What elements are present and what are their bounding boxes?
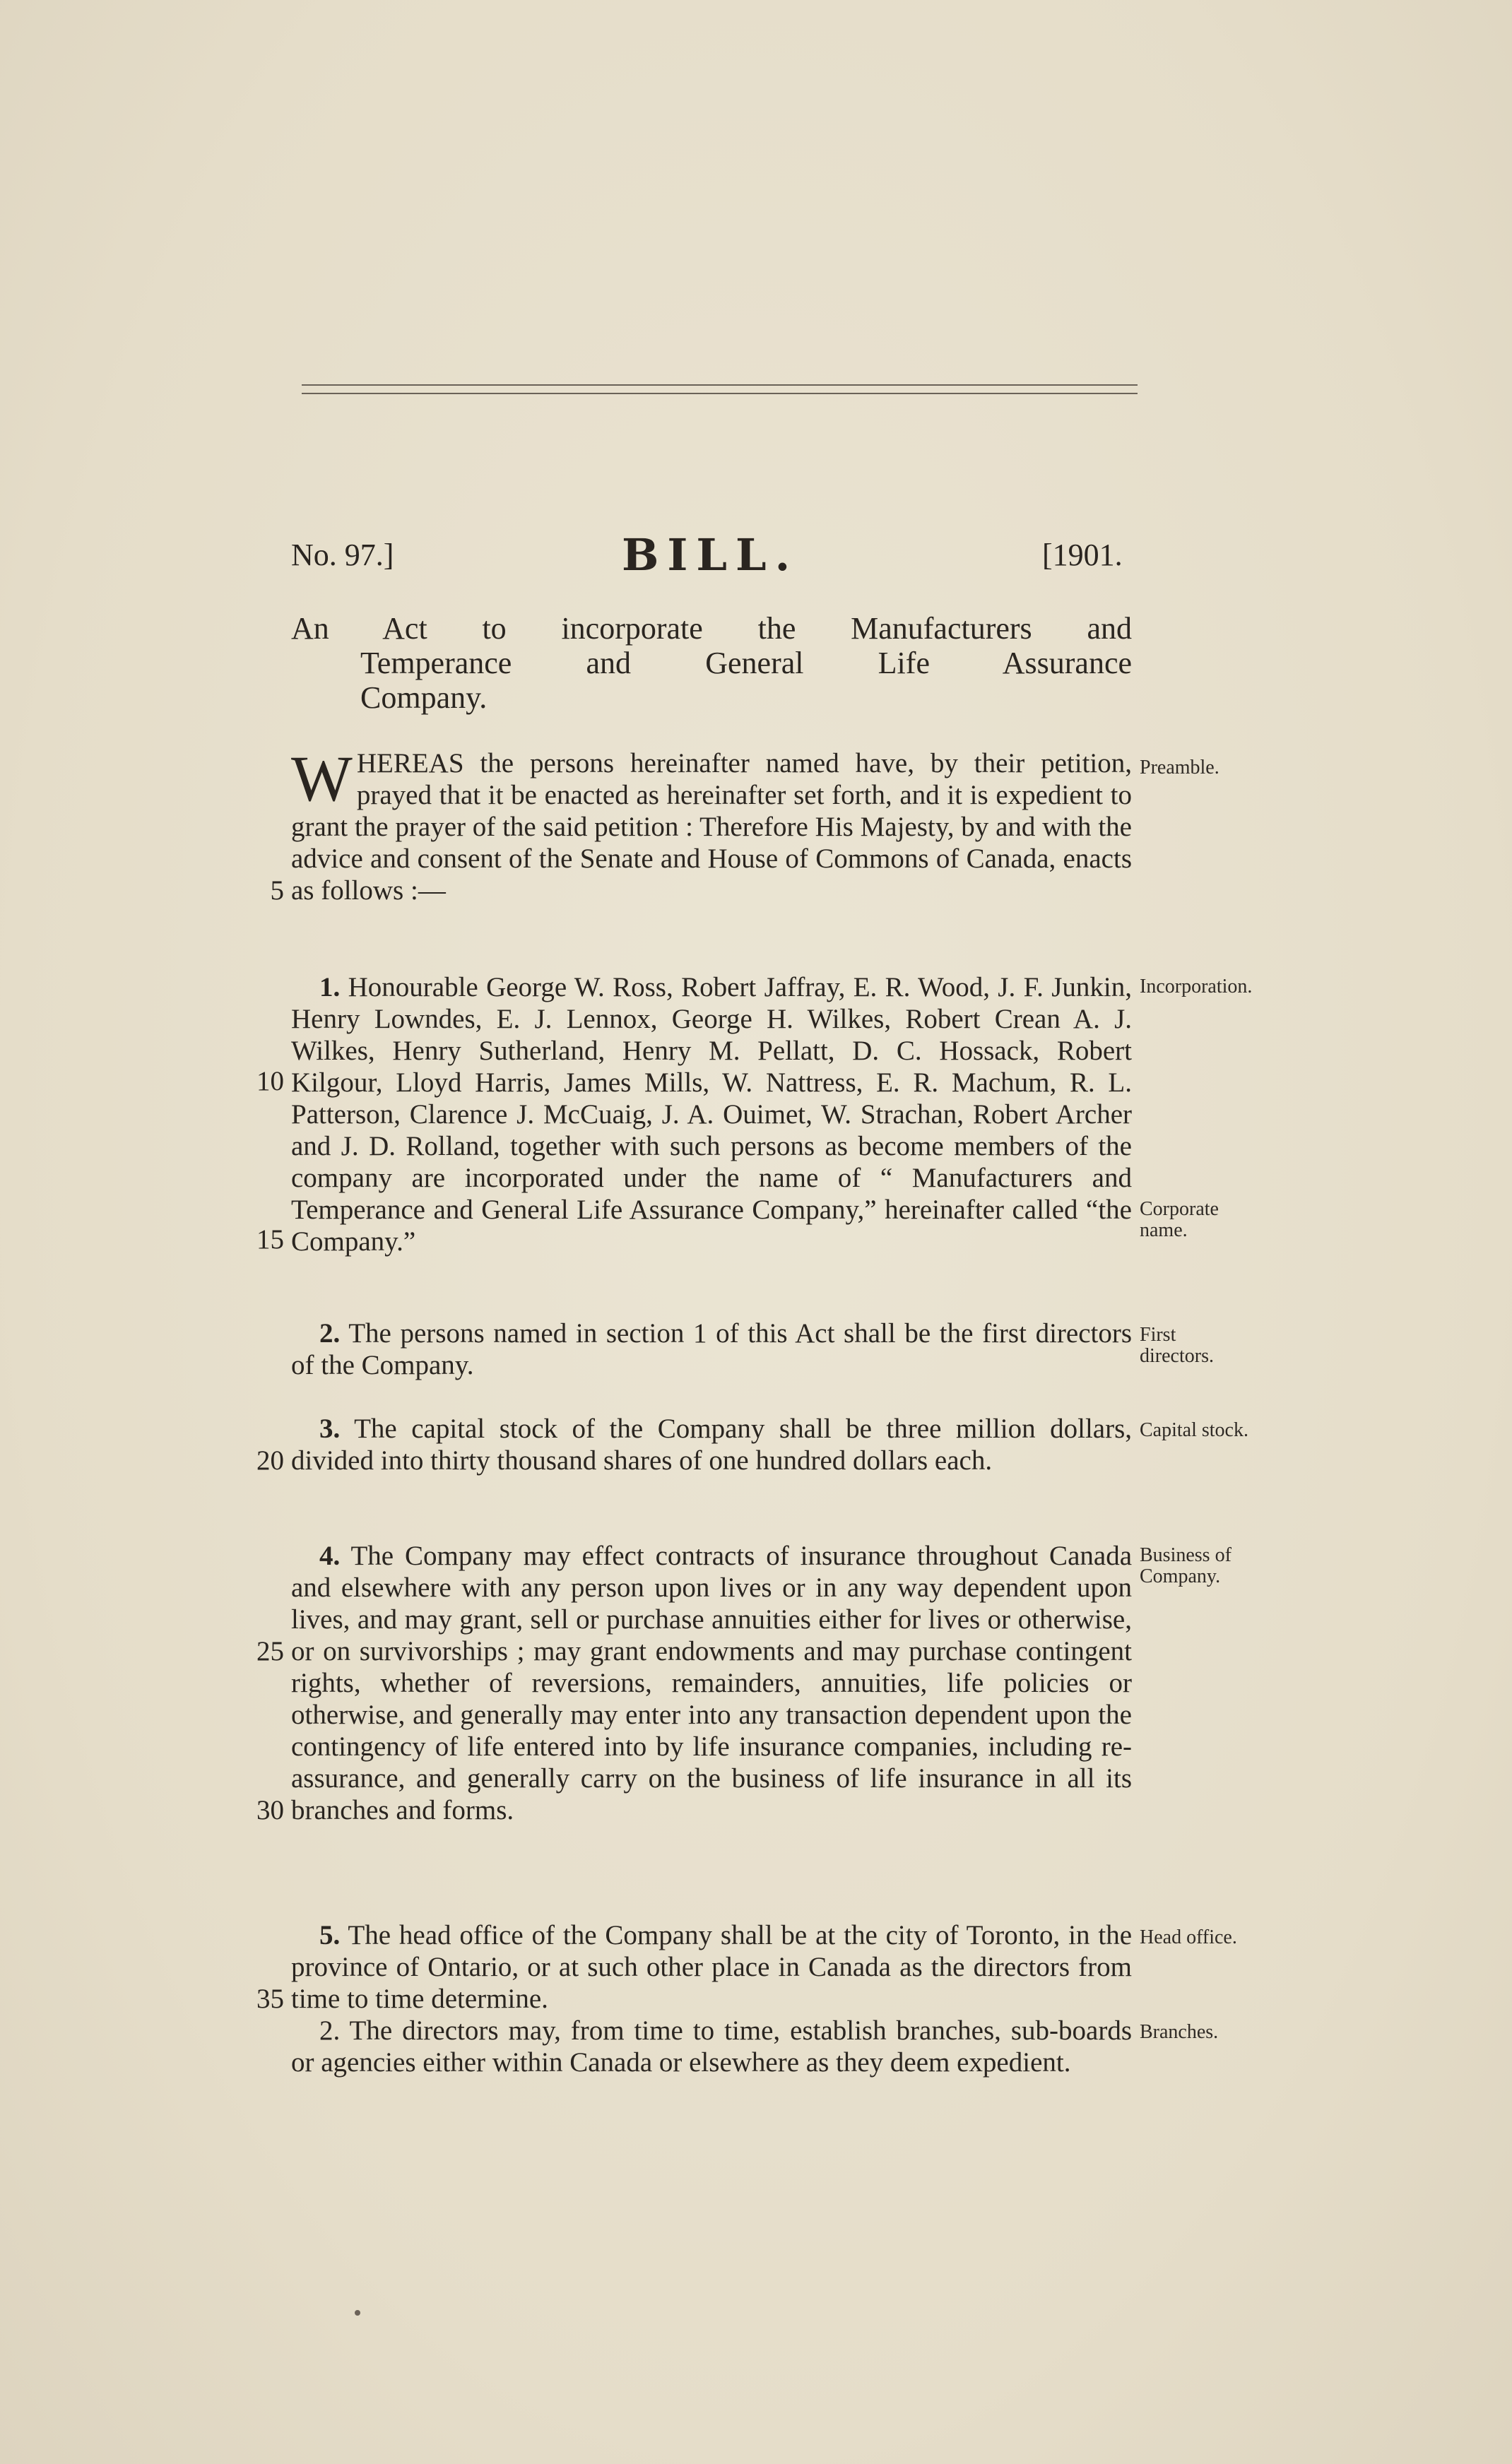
- line-number-25: 25: [256, 1636, 284, 1666]
- section-2: [291, 1317, 1132, 1381]
- margin-note-business-of-company: Business of Company.: [1140, 1544, 1232, 1587]
- act-title: [291, 611, 1132, 715]
- section-5: [291, 1919, 1132, 2015]
- line-number-5: 5: [270, 875, 284, 906]
- preamble-dropcap: W: [291, 742, 353, 815]
- top-rule-second: [302, 393, 1138, 394]
- section-2-text: The persons named in section 1 of this Act shall be the first directors of the Company.: [291, 1318, 1133, 1380]
- preamble-text: HEREAS the persons hereinafter named have, by their petition, prayed that it be enacted as hereinafter set forth, and it is expedient to grant the prayer of the said petition : Therefore His Majesty, by and with the advice and consent of the Senate and House of Commons of Canada, enacts as follows :—: [291, 748, 1132, 906]
- bill-year: [1901.: [1042, 538, 1123, 572]
- section-5-number: 5.: [319, 1920, 341, 1950]
- top-rule: [302, 384, 1138, 386]
- line-number-35: 35: [256, 1984, 284, 2014]
- section-4-number: 4.: [319, 1541, 341, 1571]
- margin-note-capital-stock: Capital stock.: [1140, 1419, 1248, 1441]
- section-4: [291, 1540, 1132, 1826]
- margin-note-incorporation: Incorporation.: [1140, 976, 1253, 997]
- section-1-number: 1.: [319, 972, 341, 1002]
- section-5-2-number: 2.: [319, 2015, 341, 2046]
- section-3: [291, 1413, 1132, 1476]
- act-title-line-3: Company.: [360, 680, 488, 715]
- act-title-line-1: An Act to incorporate the Manufacturers and: [291, 611, 1132, 646]
- bill-number: No. 97.]: [291, 538, 394, 572]
- act-title-line-2: Temperance and General Life Assurance: [360, 646, 1132, 680]
- section-5-2-text: The directors may, from time to time, establish branches, sub-boards or agencies either within Canada or elsewhere as they deem expedient.: [291, 2015, 1132, 2078]
- paper-speck: [355, 2310, 360, 2316]
- section-3-text: The capital stock of the Company shall be three million dollars, divided into thirty thousand shares of one hundred dollars each.: [291, 1414, 1133, 1476]
- section-2-number: 2.: [319, 1318, 341, 1349]
- bill-heading: BILL.: [622, 529, 799, 581]
- section-1-text: Honourable George W. Ross, Robert Jaffray, E. R. Wood, J. F. Junkin, Henry Lowndes, E. J. Lennox, George H. Wilkes, Robert Crean A. J. Wilkes, Henry Sutherland, Henry M. Pellatt, D. C. Hossack, Robert Kilgour, Lloyd Harris, James Mills, W. Nattress, E. R. Machum, R. L. Patterson, Clarence J. McCuaig, J. A. Ouimet, W. Strachan, Robert Archer and J. D. Rolland, together with such persons as become members of the company are incorporated under the name of “ Manufacturers and Temperance and General Life Assurance Company,” hereinafter called “the Company.”: [291, 972, 1133, 1257]
- margin-note-corporate-name: Corporate name.: [1140, 1198, 1219, 1241]
- margin-note-branches: Branches.: [1140, 2021, 1219, 2043]
- section-4-text: The Company may effect contracts of insurance throughout Canada and elsewhere with any person upon lives or in any way dependent upon lives, and may grant, sell or purchase annuities either for lives or otherwise, or on survivorships ; may grant endowments and may purchase contingent rights, whether of reversions, remainders, annuities, life policies or otherwise, and generally may enter into any transaction dependent upon the contingency of life entered into by life insurance companies, including re-assurance, and generally carry on the business of life insurance in all its branches and forms.: [291, 1541, 1133, 1825]
- section-5-subsection-2: [291, 2015, 1132, 2078]
- section-3-number: 3.: [319, 1414, 341, 1444]
- margin-note-head-office: Head office.: [1140, 1926, 1237, 1948]
- preamble: [291, 742, 1132, 906]
- line-number-20: 20: [256, 1445, 284, 1476]
- line-number-15: 15: [256, 1224, 284, 1255]
- margin-note-first-directors: First directors.: [1140, 1324, 1214, 1367]
- line-number-30: 30: [256, 1795, 284, 1825]
- section-5-text: The head office of the Company shall be at the city of Toronto, in the province of Ontario, or at such other place in Canada as the directors from time to time determine.: [291, 1920, 1133, 2014]
- line-number-10: 10: [256, 1066, 284, 1096]
- section-1: [291, 971, 1132, 1257]
- margin-note-preamble: Preamble.: [1140, 757, 1219, 778]
